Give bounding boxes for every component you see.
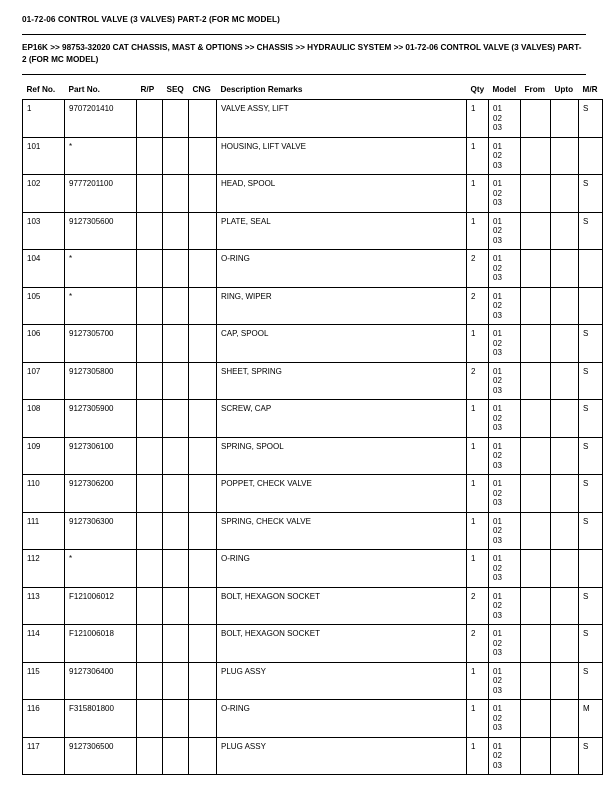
cell-rp [137,700,163,738]
cell-mr [579,250,603,288]
model-code: 03 [493,310,502,320]
cell-ref-no: 106 [23,325,65,363]
cell-from [521,587,551,625]
cell-qty: 1 [467,137,489,175]
model-code: 02 [493,301,502,310]
cell-seq [163,287,189,325]
table-row[interactable] [23,587,603,625]
cell-rp [137,437,163,475]
cell-rp [137,512,163,550]
cell-seq [163,587,189,625]
model-code: 01 [493,404,502,413]
model-code: 01 [493,479,502,488]
cell-rp [137,475,163,513]
cell-seq [163,437,189,475]
cell-part-no: 9127305800 [65,362,137,400]
table-body [23,100,603,775]
cell-rp [137,250,163,288]
cell-qty: 1 [467,550,489,588]
model-code: 03 [493,573,502,582]
model-code: 03 [493,648,502,657]
cell-seq [163,550,189,588]
cell-upto [551,662,579,700]
cell-rp [137,550,163,588]
parts-table [22,85,603,775]
cell-part-no: * [65,550,137,588]
cell-seq [163,512,189,550]
cell-seq [163,325,189,363]
model-code: 03 [493,348,502,357]
cell-part-no: 9777201100 [65,175,137,213]
table-row[interactable] [23,175,603,213]
cell-qty: 2 [467,625,489,663]
cell-rp [137,100,163,138]
table-header [23,85,603,100]
table-row[interactable] [23,100,603,138]
model-code: 01 [493,366,502,376]
model-code: 01 [493,141,502,151]
cell-description: BOLT, HEXAGON SOCKET [217,587,467,625]
cell-qty: 1 [467,700,489,738]
cell-seq [163,362,189,400]
cell-rp [137,662,163,700]
column-header-cng: CNG [192,85,211,94]
cell-qty: 1 [467,475,489,513]
model-code: 03 [493,685,502,695]
cell-mr: S [579,437,603,475]
cell-rp [137,175,163,213]
model-code: 01 [493,329,502,338]
model-code: 02 [493,601,502,610]
cell-description: O-RING [217,700,467,738]
cell-ref-no: 116 [23,700,65,738]
cell-cng [189,550,217,588]
cell-from [521,662,551,700]
cell-part-no: * [65,287,137,325]
cell-from [521,250,551,288]
column-header-model: Model [492,85,517,94]
cell-ref-no: 107 [23,362,65,400]
cell-description: HEAD, SPOOL [217,175,467,213]
cell-cng [189,325,217,363]
cell-ref-no: 110 [23,475,65,513]
cell-description: SCREW, CAP [217,400,467,438]
cell-seq [163,175,189,213]
column-header-mr: M/R [582,85,598,94]
cell-ref-no: 117 [23,737,65,775]
table-row[interactable] [23,437,603,475]
cell-description: PLUG ASSY [217,662,467,700]
cell-ref-no: 113 [23,587,65,625]
cell-model [489,700,521,738]
cell-model [489,175,521,213]
model-code: 03 [493,760,502,770]
cell-seq [163,737,189,775]
cell-ref-no: 103 [23,212,65,250]
cell-mr: S [579,212,603,250]
cell-ref-no: 105 [23,287,65,325]
cell-from [521,212,551,250]
cell-part-no: F315801800 [65,700,137,738]
cell-part-no: 9127305700 [65,325,137,363]
cell-qty: 2 [467,287,489,325]
cell-upto [551,100,579,138]
breadcrumb-divider [22,74,586,75]
cell-upto [551,550,579,588]
model-code: 02 [493,188,502,198]
cell-upto [551,625,579,663]
cell-qty: 1 [467,437,489,475]
cell-ref-no: 108 [23,400,65,438]
column-header-description-remarks: Description Remarks [220,85,303,94]
table-header-row [23,85,603,99]
cell-upto [551,175,579,213]
cell-qty: 1 [467,212,489,250]
table-row[interactable] [23,662,603,700]
cell-upto [551,250,579,288]
column-header-upto: Upto [554,85,574,94]
cell-model [489,325,521,363]
cell-model [489,737,521,775]
model-code: 01 [493,441,502,451]
model-code: 03 [493,198,502,207]
cell-part-no: * [65,250,137,288]
table-row[interactable] [23,737,603,775]
cell-model [489,587,521,625]
cell-model [489,100,521,138]
cell-ref-no: 1 [23,100,65,138]
cell-model [489,137,521,175]
cell-part-no: 9127305600 [65,212,137,250]
table-row[interactable] [23,212,603,250]
column-header-seq: SEQ [166,85,184,94]
cell-upto [551,437,579,475]
cell-cng [189,250,217,288]
cell-qty: 1 [467,175,489,213]
cell-mr: S [579,587,603,625]
cell-qty: 2 [467,362,489,400]
cell-seq [163,475,189,513]
model-code: 01 [493,179,502,188]
cell-qty: 1 [467,325,489,363]
cell-part-no: 9127305900 [65,400,137,438]
cell-description: SPRING, SPOOL [217,437,467,475]
model-code: 01 [493,291,502,301]
cell-cng [189,100,217,138]
cell-description: RING, WIPER [217,287,467,325]
cell-from [521,512,551,550]
cell-cng [189,512,217,550]
cell-rp [137,400,163,438]
cell-seq [163,625,189,663]
cell-part-no: F121006018 [65,625,137,663]
table-row[interactable] [23,475,603,513]
cell-description: SPRING, CHECK VALVE [217,512,467,550]
model-code: 02 [493,338,502,348]
cell-mr: M [579,700,603,738]
model-code: 01 [493,516,502,526]
cell-qty: 1 [467,512,489,550]
cell-upto [551,475,579,513]
model-code: 01 [493,741,502,751]
model-code: 01 [493,216,502,226]
model-code: 03 [493,610,502,620]
table-row[interactable] [23,700,603,738]
cell-model [489,550,521,588]
model-code: 02 [493,676,502,685]
column-header-part-no: Part No. [68,85,100,94]
cell-model [489,475,521,513]
cell-from [521,475,551,513]
cell-seq [163,212,189,250]
cell-part-no: * [65,137,137,175]
cell-rp [137,737,163,775]
model-code: 01 [493,591,502,601]
cell-upto [551,700,579,738]
model-code: 01 [493,629,502,638]
cell-qty: 2 [467,250,489,288]
column-header-ref-no: Ref No. [26,85,56,94]
cell-from [521,437,551,475]
model-code: 03 [493,385,502,395]
cell-mr [579,137,603,175]
model-code: 02 [493,713,502,723]
cell-description: SHEET, SPRING [217,362,467,400]
model-code: 02 [493,226,502,235]
cell-cng [189,737,217,775]
cell-from [521,175,551,213]
cell-part-no: 9127306200 [65,475,137,513]
cell-part-no: 9127306100 [65,437,137,475]
cell-seq [163,250,189,288]
cell-ref-no: 115 [23,662,65,700]
cell-mr [579,550,603,588]
cell-part-no: 9127306400 [65,662,137,700]
cell-upto [551,137,579,175]
cell-cng [189,362,217,400]
cell-description: O-RING [217,250,467,288]
cell-ref-no: 101 [23,137,65,175]
cell-part-no: 9707201410 [65,100,137,138]
cell-part-no: F121006012 [65,587,137,625]
cell-cng [189,475,217,513]
cell-cng [189,587,217,625]
model-code: 02 [493,413,502,423]
model-code: 03 [493,160,502,170]
cell-cng [189,212,217,250]
cell-from [521,287,551,325]
cell-model [489,437,521,475]
page-title: 01-72-06 CONTROL VALVE (3 VALVES) PART-2 (FOR MC MODEL) [22,15,280,24]
cell-upto [551,287,579,325]
model-code: 03 [493,235,502,245]
model-code: 03 [493,498,502,507]
model-code: 03 [493,123,502,132]
cell-rp [137,625,163,663]
cell-mr: S [579,100,603,138]
cell-mr: S [579,475,603,513]
cell-seq [163,662,189,700]
cell-from [521,550,551,588]
cell-model [489,250,521,288]
table-row[interactable] [23,400,603,438]
table-row[interactable] [23,550,603,588]
cell-ref-no: 114 [23,625,65,663]
cell-qty: 1 [467,737,489,775]
model-code: 01 [493,104,502,113]
column-header-rp: R/P [140,85,155,94]
cell-rp [137,212,163,250]
cell-cng [189,287,217,325]
cell-description: PLUG ASSY [217,737,467,775]
cell-cng [189,662,217,700]
model-code: 01 [493,704,502,713]
table-row[interactable] [23,137,603,175]
cell-model [489,662,521,700]
cell-upto [551,400,579,438]
title-divider [22,34,586,35]
cell-mr: S [579,625,603,663]
table-row[interactable] [23,325,603,363]
cell-mr: S [579,362,603,400]
cell-description: O-RING [217,550,467,588]
model-code: 03 [493,460,502,470]
cell-description: VALVE ASSY, LIFT [217,100,467,138]
cell-ref-no: 111 [23,512,65,550]
breadcrumb: EP16K >> 98753-32020 CAT CHASSIS, MAST & OPTIONS >> CHASSIS >> HYDRAULIC SYSTEM >> 01-72-06 CONTROL VALVE (3 VALVES) PART-2 (FOR MC MODEL) [22,43,582,64]
model-code: 02 [493,751,502,760]
cell-description: PLATE, SEAL [217,212,467,250]
cell-part-no: 9127306500 [65,737,137,775]
cell-from [521,100,551,138]
cell-rp [137,287,163,325]
cell-description: BOLT, HEXAGON SOCKET [217,625,467,663]
cell-model [489,400,521,438]
cell-model [489,212,521,250]
cell-ref-no: 102 [23,175,65,213]
cell-mr: S [579,400,603,438]
cell-from [521,137,551,175]
cell-from [521,362,551,400]
model-code: 03 [493,273,502,282]
model-code: 03 [493,723,502,732]
cell-qty: 1 [467,400,489,438]
cell-mr: S [579,512,603,550]
cell-cng [189,700,217,738]
model-code: 02 [493,263,502,273]
cell-from [521,700,551,738]
cell-seq [163,100,189,138]
cell-mr [579,287,603,325]
table-row[interactable] [23,625,603,663]
cell-mr: S [579,662,603,700]
cell-mr: S [579,325,603,363]
model-code: 02 [493,526,502,535]
cell-cng [189,137,217,175]
cell-upto [551,737,579,775]
cell-model [489,625,521,663]
model-code: 01 [493,254,502,263]
cell-upto [551,362,579,400]
cell-rp [137,362,163,400]
model-code: 02 [493,376,502,385]
table-row[interactable] [23,250,603,288]
cell-qty: 2 [467,587,489,625]
cell-description: HOUSING, LIFT VALVE [217,137,467,175]
cell-seq [163,400,189,438]
cell-model [489,512,521,550]
cell-description: CAP, SPOOL [217,325,467,363]
cell-cng [189,400,217,438]
cell-model [489,287,521,325]
column-header-qty: Qty [470,85,485,94]
cell-qty: 1 [467,100,489,138]
column-header-from: From [524,85,545,94]
cell-part-no: 9127306300 [65,512,137,550]
table-row[interactable] [23,512,603,550]
cell-from [521,737,551,775]
model-code: 01 [493,554,502,563]
cell-upto [551,212,579,250]
cell-cng [189,175,217,213]
cell-model [489,362,521,400]
cell-seq [163,700,189,738]
table-row[interactable] [23,362,603,400]
cell-seq [163,137,189,175]
cell-mr: S [579,175,603,213]
model-code: 03 [493,535,502,545]
cell-upto [551,325,579,363]
model-code: 02 [493,488,502,498]
cell-mr: S [579,737,603,775]
cell-from [521,400,551,438]
cell-from [521,325,551,363]
cell-upto [551,587,579,625]
model-code: 02 [493,113,502,123]
model-code: 03 [493,423,502,432]
model-code: 02 [493,151,502,160]
model-code: 01 [493,666,502,676]
cell-cng [189,437,217,475]
cell-ref-no: 112 [23,550,65,588]
cell-rp [137,137,163,175]
cell-description: POPPET, CHECK VALVE [217,475,467,513]
cell-upto [551,512,579,550]
cell-rp [137,587,163,625]
cell-qty: 1 [467,662,489,700]
table-row[interactable] [23,287,603,325]
cell-rp [137,325,163,363]
model-code: 02 [493,563,502,573]
model-code: 02 [493,638,502,648]
cell-cng [189,625,217,663]
model-code: 02 [493,451,502,460]
cell-from [521,625,551,663]
cell-ref-no: 104 [23,250,65,288]
cell-ref-no: 109 [23,437,65,475]
